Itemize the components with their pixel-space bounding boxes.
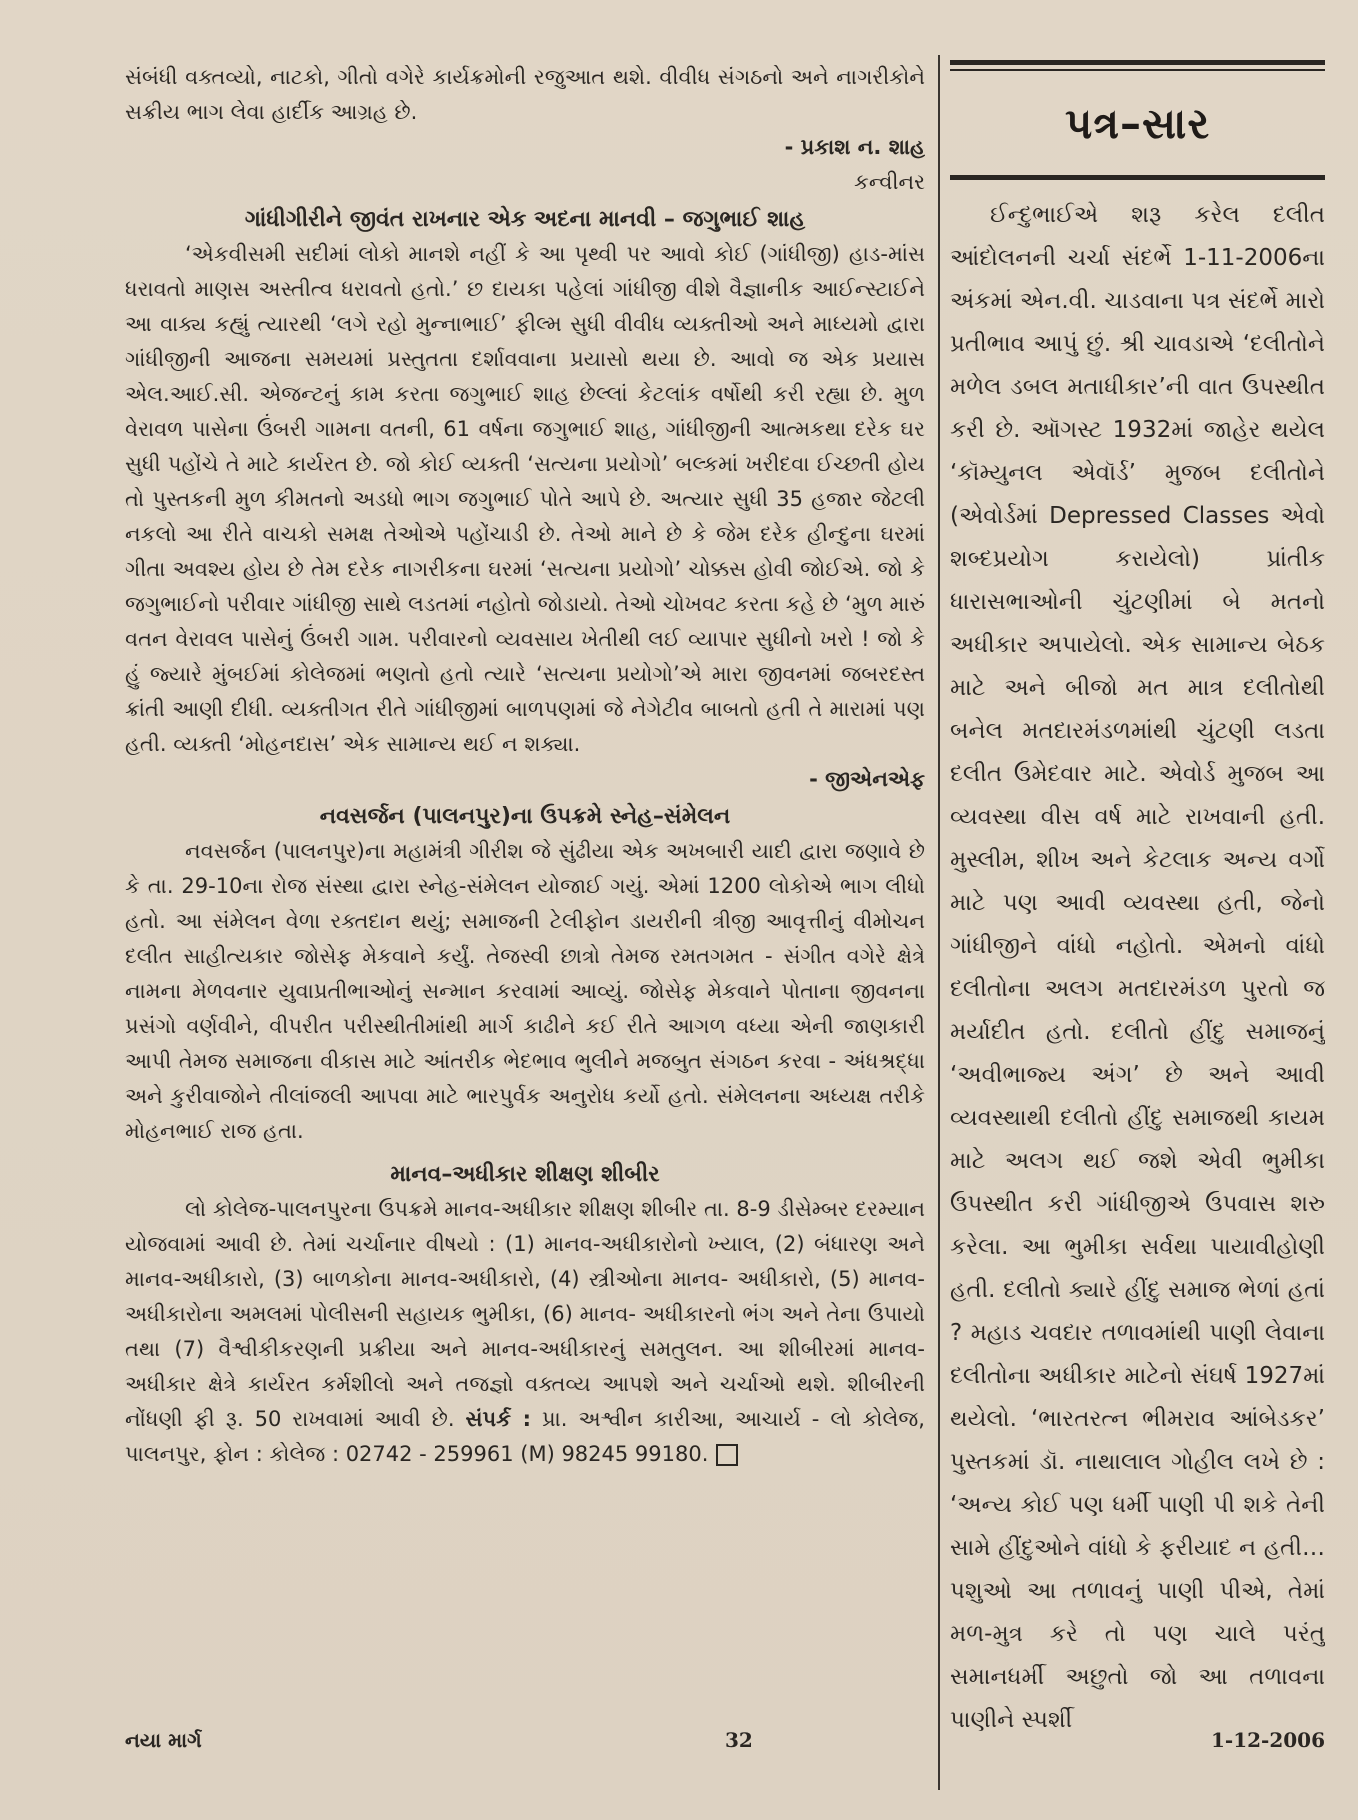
article1-heading: ગાંધીગીરીને જીવંત રાખનાર એક અદના માનવી – જગુભાઈ શાહ	[244, 207, 806, 232]
article3-body-container	[125, 1192, 925, 1472]
title-rule-top-thin	[950, 69, 1325, 71]
publication-name: નયા માર્ગ	[125, 1728, 202, 1752]
letters-section-title: પત્ર–સાર	[1064, 99, 1211, 148]
article3-heading: માનવ–અધીકાર શીક્ષણ શીબીર	[390, 1162, 660, 1187]
intro-signature-role: કન્વીનર	[854, 170, 925, 194]
right-column	[950, 60, 1325, 1790]
column-divider	[938, 55, 940, 1790]
article3-body: લો કોલેજ-પાલનપુરના ઉપક્રમે માનવ-અધીકાર શીક્ષણ શીબીર તા. 8-9 ડીસેમ્બર દરમ્યાન યોજવામાં આવી છે. તેમાં ચર્ચાનાર વીષયો : (1) માનવ-અધીકારોનો ખ્યાલ, (2) બંધારણ અને માનવ-અધીકારો, (3) બાળકોના માનવ-અધીકારો, (4) સ્ત્રીઓના માનવ- અધીકારો, (5) માનવ-અધીકારોના અમલમાં પોલીસની સહાયક ભુમીકા, (6) માનવ- અધીકારનો ભંગ અને તેના ઉપાયો તથા (7) વૈશ્વીકીકરણની પ્રક્રીયા અને માનવ-અધીકારનું સમતુલન. આ શીબીરમાં માનવ-અધીકાર ક્ષેત્રે કાર્યરત કર્મશીલો અને તજજ્ઞો વક્તવ્ય આપશે અને ચર્ચાઓ થશે. શીબીરની નોંધણી ફી રૂ. 50 રાખવામાં આવી છે.	[125, 1197, 925, 1431]
issue-date: 1-12-2006	[1210, 1728, 1325, 1752]
article2-heading: નવસર્જન (પાલનપુર)ના ઉપક્રમે સ્નેહ–સંમેલન	[319, 804, 731, 829]
article1-signature: - જીએનએફ	[809, 767, 925, 791]
article1-body: ‘એકવીસમી સદીમાં લોકો માનશે નહીં કે આ પૃથ્વી પર આવો કોઈ (ગાંધીજી) હાડ-માંસ ધરાવતો માણસ અસ્તીત્વ ધરાવતો હતો.’ છ દાયકા પહેલાં ગાંધીજી વીશે વૈજ્ઞાનીક આઈન્સ્ટાઈને આ વાક્ય કહ્યું ત્યારથી ‘લગે રહો મુન્નાભાઈ’ ફીલ્મ સુધી વીવીધ વ્યક્તીઓ અને માધ્યમો દ્વારા ગાંધીજીની આજના સમયમાં પ્રસ્તુતતા દર્શાવવાના પ્રયાસો થયા છે. આવો જ એક પ્રયાસ એલ.આઈ.સી. એજન્ટનું કામ કરતા જગુભાઈ શાહ છેલ્લાં કેટલાંક વર્ષોથી કરી રહ્યા છે. મુળ વેરાવળ પાસેના ઉંબરી ગામના વતની, 61 વર્ષના જગુભાઈ શાહ, ગાંધીજીની આત્મકથા દરેક ઘર સુધી પહોંચે તે માટે કાર્યરત છે. જો કોઈ વ્યક્તી ‘સત્યના પ્રયોગો’ બલ્કમાં ખરીદવા ઈચ્છતી હોય તો પુસ્તકની મુળ કીમતનો અડધો ભાગ જગુભાઈ પોતે આપે છે. અત્યાર સુધી 35 હજાર જેટલી નકલો આ રીતે વાચકો સમક્ષ તેઓએ પહોંચાડી છે. તેઓ માને છે કે જેમ દરેક હીન્દુના ઘરમાં ગીતા અવશ્ય હોય છે તેમ દરેક નાગરીકના ઘરમાં ‘સત્યના પ્રયોગો’ ચોક્કસ હોવી જોઈએ. જો કે જગુભાઈનો પરીવાર ગાંધીજી સાથે લડતમાં નહોતો જોડાયો. તેઓ ચોખવટ કરતા કહે છે ‘મુળ મારું વતન વેરાવલ પાસેનું ઉંબરી ગામ. પરીવારનો વ્યવસાય ખેતીથી લઈ વ્યાપાર સુધીનો ખરો ! જો કે હું જ્યારે મુંબઈમાં કોલેજમાં ભણતો હતો ત્યારે ‘સત્યના પ્રયોગો’એ મારા જીવનમાં જબરદસ્ત ક્રાંતી આણી દીધી. વ્યક્તીગત રીતે ગાંધીજીમાં બાળપણમાં જે નેગેટીવ બાબતો હતી તે મારામાં પણ હતી. વ્યક્તી ‘મોહનદાસ’ એક સામાન્ય થઈ ન શક્યા.	[125, 242, 925, 756]
letter-paragraph: ઈન્દુભાઈએ શરૂ કરેલ દલીત આંદોલનની ચર્ચા સંદર્ભે 1-11-2006ના અંકમાં એન.વી. ચાડવાના પત્ર સંદર્ભે મારો પ્રતીભાવ આપું છું. શ્રી ચાવડાએ ‘દલીતોને મળેલ ડબલ મતાધીકાર’ની વાત ઉપસ્થીત કરી છે. ઑગસ્ટ 1932માં જાહેર થયેલ ‘કૉમ્યુનલ એવૉર્ડ’ મુજબ દલીતોને (એવોર્ડમાં Depressed Classes એવો શબ્દપ્રયોગ કરાયેલો) પ્રાંતીક ધારાસભાઓની ચુંટણીમાં બે મતનો અધીકાર અપાયેલો. એક સામાન્ય બેઠક માટે અને બીજો મત માત્ર દલીતોથી બનેલ મતદારમંડળમાંથી ચુંટણી લડતા દલીત ઉમેદવાર માટે. એવોર્ડ મુજબ આ વ્યવસ્થા વીસ વર્ષ માટે રાખવાની હતી. મુસ્લીમ, શીખ અને કેટલાક અન્ય વર્ગો માટે પણ આવી વ્યવસ્થા હતી, જેનો ગાંધીજીને વાંધો નહોતો. એમનો વાંધો દલીતોના અલગ મતદારમંડળ પુરતો જ મર્યાદીત હતો. દલીતો હીંદુ સમાજનું ‘અવીભાજ્ય અંગ’ છે અને આવી વ્યવસ્થાથી દલીતો હીંદુ સમાજથી કાયમ માટે અલગ થઈ જશે એવી ભુમીકા ઉપસ્થીત કરી ગાંધીજીએ ઉપવાસ શરુ કરેલા. આ ભુમીકા સર્વથા પાયાવીહોણી હતી. દલીતો ક્યારે હીંદુ સમાજ ભેળાં હતાં ? મહાડ ચવદાર તળાવમાંથી પાણી લેવાના દલીતોના અધીકાર માટેનો સંઘર્ષ 1927માં થયેલો. ‘ભારતરત્ન ભીમરાવ આંબેડકર’ પુસ્તકમાં ડૉ. નાથાલાલ ગોહીલ લખે છે : ‘અન્ય કોઈ પણ ધર્મી પાણી પી શકે તેની સામે હીંદુઓને વાંધો કે ફરીયાદ ન હતી… પશુઓ આ તળાવનું પાણી પીએ, તેમાં મળ-મુત્ર કરે તો પણ ચાલે પરંતુ સમાનધર્મી અછુતો જો આ તળાવના પાણીને સ્પર્શી	[950, 202, 1325, 1733]
letters-body	[950, 194, 1325, 1742]
intro-signature: - પ્રકાશ ન. શાહ	[784, 135, 925, 159]
contact-text: પ્રા. અશ્વીન કારીઆ, આચાર્ય - લો કોલેજ, પાલનપુર, ફોન : કોલેજ : 02742 - 259961 (M) 98245 99180.	[125, 1407, 925, 1466]
left-column	[125, 60, 925, 1710]
end-box-icon	[716, 1444, 738, 1466]
article2-body: નવસર્જન (પાલનપુર)ના મહામંત્રી ગીરીશ જે સુંઢીયા એક અખબારી યાદી દ્વારા જણાવે છે કે તા. 29-10ના રોજ સંસ્થા દ્વારા સ્નેહ-સંમેલન યોજાઈ ગયું. એમાં 1200 લોકોએ ભાગ લીધો હતો. આ સંમેલન વેળા રક્તદાન થયું; સમાજની ટેલીફોન ડાયરીની ત્રીજી આવૃત્તીનું વીમોચન દલીત સાહીત્યકાર જોસેફ મેકવાને કર્યું. તેજસ્વી છાત્રો તેમજ રમતગમત - સંગીત વગેરે ક્ષેત્રે નામના મેળવનાર યુવાપ્રતીભાઓનું સન્માન કરવામાં આવ્યું. જોસેફ મેકવાને પોતાના જીવનના પ્રસંગો વર્ણવીને, વીપરીત પરીસ્થીતીમાંથી માર્ગ કાઢીને કઈ રીતે આગળ વધ્યા એની જાણકારી આપી તેમજ સમાજના વીકાસ માટે આંતરીક ભેદભાવ ભુલીને મજબુત સંગઠન કરવા - અંધશ્રદ્ધા અને કુરીવાજોને તીલાંજલી આપવા માટે ભારપુર્વક અનુરોધ કર્યો હતો. સંમેલનના અધ્યક્ષ તરીકે મોહનભાઈ રાજ હતા.	[125, 839, 925, 1143]
title-rule-top	[950, 60, 1325, 65]
intro-paragraph: સંબંધી વક્તવ્યો, નાટકો, ગીતો વગેરે કાર્યક્રમોની રજુઆત થશે. વીવીધ સંગઠનો અને નાગરીકોને સક્રીય ભાગ લેવા હાર્દીક આગ્રહ છે.	[125, 65, 925, 124]
page-footer	[125, 1728, 1325, 1768]
title-rule-bottom	[950, 175, 1325, 180]
contact-label: સંપર્ક :	[465, 1407, 532, 1431]
page-number: 32	[725, 1728, 753, 1752]
